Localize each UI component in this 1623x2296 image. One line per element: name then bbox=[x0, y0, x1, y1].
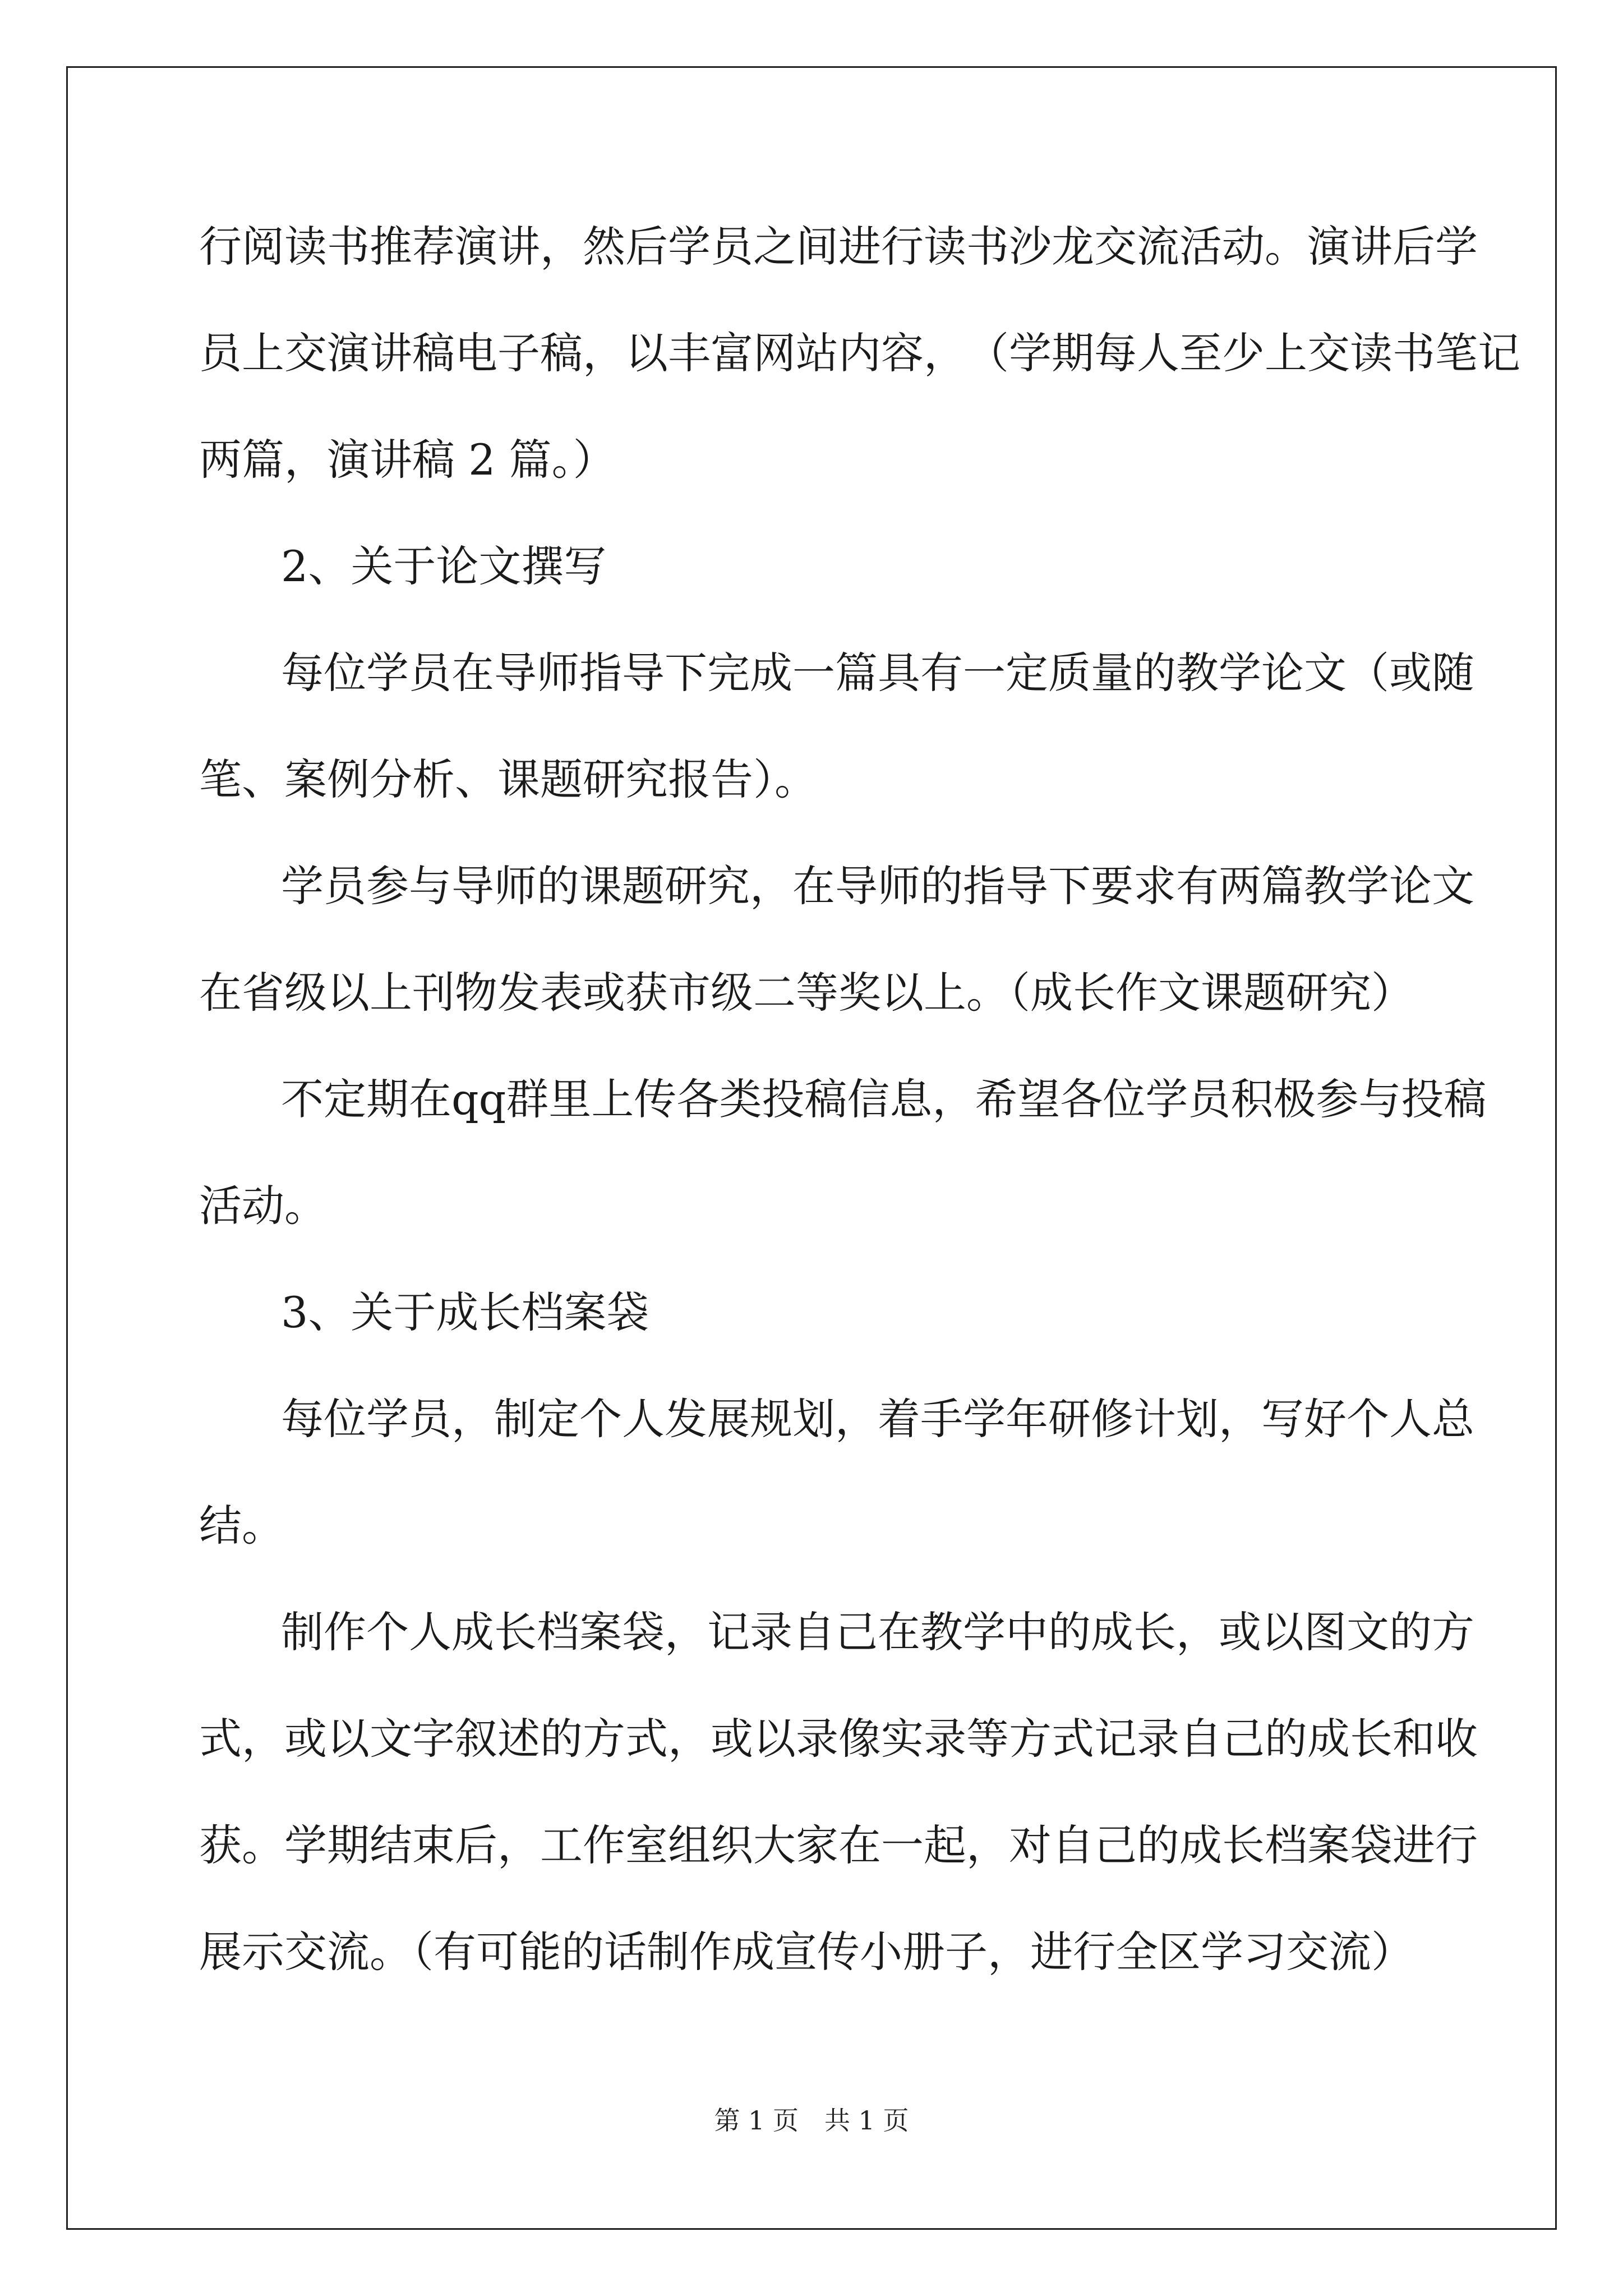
paragraph-line: 结。 bbox=[199, 1501, 284, 1550]
section-heading: 2、关于论文撰写 bbox=[281, 541, 607, 591]
section-heading: 3、关于成长档案袋 bbox=[281, 1287, 649, 1337]
paragraph-line: 不 定 期 在 q q 群 里 上 传 各 类 投 稿 信 息 ， 希 望 各 位 学 员 积 极 参 与 投 稿 bbox=[281, 1074, 1487, 1124]
paragraph-line: 式 ， 或 以 文 字 叙 述 的 方 式 ， 或 以 录 像 实 录 等 方 式 记 录 自 己 的 成 长 和 收 bbox=[199, 1714, 1478, 1764]
paragraph-line: 展示交流。（有可能的话制作成宣传小册子，进行全区学习交流） bbox=[199, 1927, 1414, 1977]
paragraph-line: 在省级以上刊物发表或获市级二等奖以上。（成长作文课题研究） bbox=[199, 968, 1414, 1018]
paragraph-line: 活动。 bbox=[199, 1181, 327, 1231]
paragraph-line: 获 。 学 期 结 束 后 ， 工 作 室 组 织 大 家 在 一 起 ， 对 自 己 的 成 长 档 案 袋 进 行 bbox=[199, 1820, 1478, 1870]
paragraph-line: 每 位 学 员 ， 制 定 个 人 发 展 规 划 ， 着 手 学 年 研 修 计 划 ， 写 好 个 人 总 bbox=[281, 1394, 1474, 1444]
paragraph-line: 两篇，演讲稿 2 篇。） bbox=[199, 435, 616, 485]
paragraph-line: 行 阅 读 书 推 荐 演 讲 ， 然 后 学 员 之 间 进 行 读 书 沙 龙 交 流 活 动 。 演 讲 后 学 bbox=[199, 222, 1478, 272]
page-border bbox=[66, 66, 1557, 2230]
paragraph-line: 笔、案例分析、课题研究报告）。 bbox=[199, 754, 817, 804]
paragraph-line: 学 员 参 与 导 师 的 课 题 研 究 ， 在 导 师 的 指 导 下 要 求 有 两 篇 教 学 论 文 bbox=[281, 861, 1474, 911]
paragraph-line: 制 作 个 人 成 长 档 案 袋 ， 记 录 自 己 在 教 学 中 的 成 长 ， 或 以 图 文 的 方 bbox=[281, 1607, 1474, 1657]
page-footer: 第 1 页 共 1 页 bbox=[714, 2105, 909, 2136]
paragraph-line: 每 位 学 员 在 导 师 指 导 下 完 成 一 篇 具 有 一 定 质 量 的 教 学 论 文 （ 或 随 bbox=[281, 648, 1474, 698]
paragraph-line: 员 上 交 演 讲 稿 电 子 稿 ， 以 丰 富 网 站 内 容 ， （ 学 期 每 人 至 少 上 交 读 书 笔 记 bbox=[199, 328, 1520, 378]
